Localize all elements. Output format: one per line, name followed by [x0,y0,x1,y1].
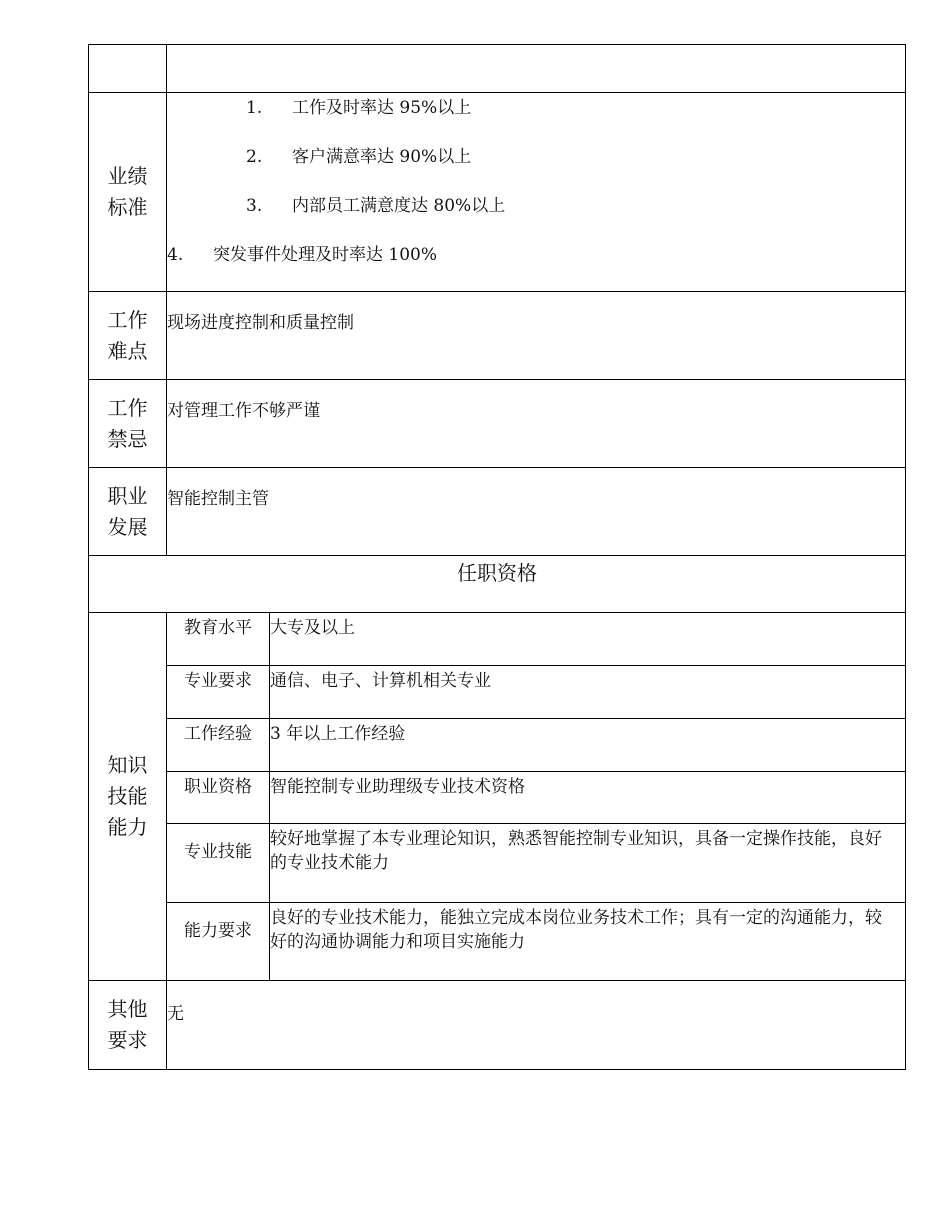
taboo-text: 对管理工作不够严谨 [167,401,320,421]
list-item-text: 工作及时率达 95%以上 [292,98,472,118]
career-label: 职业发展 [107,483,148,539]
empty-row [89,45,905,93]
difficulty-label-cell [89,292,167,379]
sub-value: 良好的专业技术能力，能独立完成本岗位业务技术工作；具有一定的沟通能力，较好的沟通协调能力和项目实施能力 [270,908,882,953]
sub-row-certification [167,772,905,825]
list-item-text: 突发事件处理及时率达 100% [213,245,438,265]
other-text: 无 [167,1004,184,1024]
taboo-label-cell [89,380,167,467]
empty-label-cell [89,45,167,92]
sub-row-skills [167,824,905,903]
sub-label: 教育水平 [167,613,270,665]
performance-list [167,93,905,292]
taboo-label: 工作禁忌 [107,395,148,451]
list-item [167,194,905,243]
performance-content-cell [167,93,905,291]
list-item-number: 4. [167,245,184,265]
career-text: 智能控制主管 [167,489,269,509]
performance-label: 业绩标准 [107,164,148,219]
sub-row-education [167,613,905,666]
career-row [89,468,905,556]
other-label: 其他要求 [107,997,148,1052]
other-label-cell [89,981,167,1069]
sub-value: 大专及以上 [270,618,355,638]
sub-label: 能力要求 [167,903,270,980]
sub-value: 通信、电子、计算机相关专业 [270,670,491,691]
other-content-cell [167,981,905,1069]
empty-content-cell [167,45,905,92]
taboo-row [89,380,905,468]
career-label-cell [89,468,167,555]
qualification-header-row [89,556,905,613]
other-row [89,981,905,1069]
career-content-cell [167,468,905,555]
knowledge-sub-table [167,613,905,980]
qualification-title: 任职资格 [457,561,537,585]
list-item [167,145,905,194]
knowledge-row [89,613,905,981]
sub-value: 智能控制专业助理级专业技术资格 [270,776,525,797]
performance-row [89,93,905,292]
job-description-table [88,44,906,1070]
list-item-text: 客户满意率达 90%以上 [292,147,472,167]
list-item-text: 内部员工满意度达 80%以上 [292,196,506,216]
list-item-number: 3. [246,196,263,216]
difficulty-row [89,292,905,380]
sub-row-ability [167,903,905,980]
sub-label: 工作经验 [167,719,270,771]
taboo-content-cell [167,380,905,467]
list-item [167,243,905,292]
list-item [167,96,905,145]
list-item-number: 1. [246,98,263,118]
sub-value: 较好地掌握了本专业理论知识，熟悉智能控制专业知识，具备一定操作技能，良好的专业技术能力 [270,829,882,874]
difficulty-content-cell [167,292,905,379]
sub-value: 3 年以上工作经验 [270,723,406,744]
difficulty-text: 现场进度控制和质量控制 [167,313,354,333]
sub-row-experience [167,719,905,772]
knowledge-label-cell [89,613,167,980]
sub-label: 职业资格 [167,772,270,824]
performance-label-cell [89,93,167,291]
knowledge-label: 知识技能能力 [107,753,148,839]
sub-label: 专业要求 [167,666,270,718]
sub-label: 专业技能 [167,824,270,902]
difficulty-label: 工作难点 [107,307,148,363]
sub-row-major [167,666,905,719]
list-item-number: 2. [246,147,263,167]
